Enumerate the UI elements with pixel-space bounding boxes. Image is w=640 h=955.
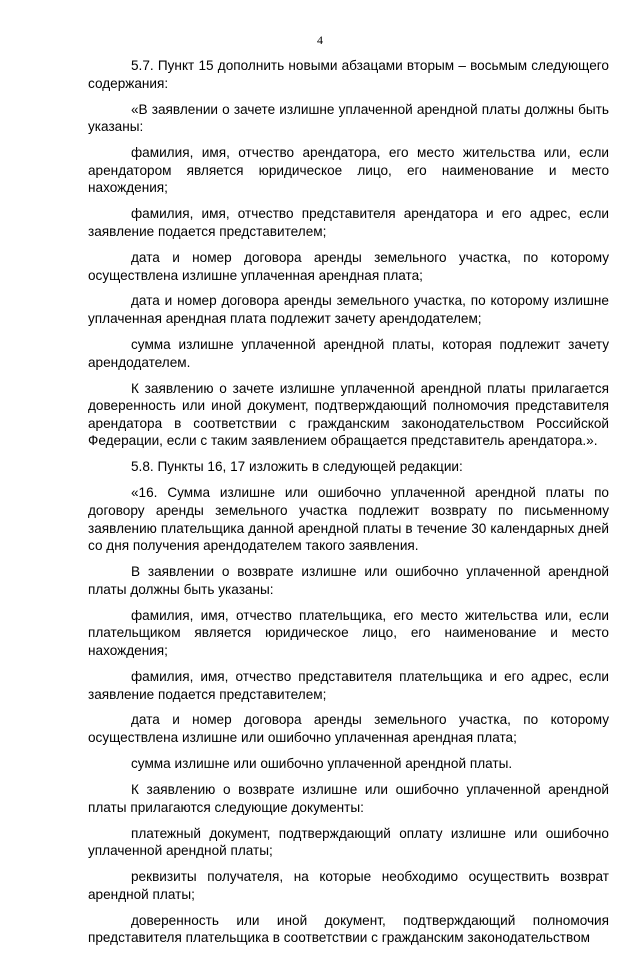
paragraph-offset-tenant-name: фамилия, имя, отчество арендатора, его место жительства или, если арендатором является юридическое лицо, его наименование и место нахождения;: [88, 145, 609, 196]
paragraph-refund-payer-name: фамилия, имя, отчество плательщика, его место жительства или, если плательщиком является юридическое лицо, его наименование и место нахождения;: [88, 607, 609, 658]
page-number: 4: [317, 33, 323, 47]
paragraph-5-8-intro: 5.8. Пункты 16, 17 изложить в следующей редакции:: [131, 459, 463, 475]
paragraph-item-16: «16. Сумма излишне или ошибочно уплаченной арендной платы по договору аренды земельного участка подлежит возврату по письменному заявлению плательщика данной арендной платы в течение 30 календарных дней со дня получения арендодателем такого заявления.: [88, 485, 609, 554]
paragraph-offset-application-header: «В заявлении о зачете излишне уплаченной арендной платы должны быть указаны:: [88, 101, 609, 135]
paragraph-refund-representative: фамилия, имя, отчество представителя плательщика и его адрес, если заявление подается представителем;: [88, 668, 609, 702]
paragraph-refund-recipient-details: реквизиты получателя, на которые необходимо осуществить возврат арендной платы;: [88, 869, 609, 902]
paragraph-offset-attachments: К заявлению о зачете излишне уплаченной арендной платы прилагается доверенность или иной документ, подтверждающий полномочия представителя арендатора в соответствии с гражданским законодательством Российской Федерации, если с таким заявлением обращается представитель арендатора.».: [88, 380, 609, 449]
document-body: [88, 57, 609, 955]
paragraph-refund-payment-document: платежный документ, подтверждающий оплату излишне или ошибочно уплаченной арендной платы;: [88, 825, 609, 859]
paragraph-5-7-intro: 5.7. Пункт 15 дополнить новыми абзацами вторым – восьмым следующего содержания:: [88, 58, 609, 91]
paragraph-offset-representative: фамилия, имя, отчество представителя арендатора и его адрес, если заявление подается представителем;: [88, 206, 609, 239]
paragraph-refund-contract: дата и номер договора аренды земельного участка, по которому осуществлена излишне или ошибочно уплаченная арендная плата;: [88, 712, 609, 746]
paragraph-offset-amount: сумма излишне уплаченной арендной платы, которая подлежит зачету арендодателем.: [88, 337, 609, 370]
paragraph-offset-contract-credited: дата и номер договора аренды земельного участка, по которому излишне уплаченная арендная плата подлежит зачету арендодателем;: [88, 293, 609, 327]
paragraph-offset-contract-paid: дата и номер договора аренды земельного участка, по которому осуществлена излишне уплаченная арендная плата;: [88, 249, 609, 283]
paragraph-refund-application-header: В заявлении о возврате излишне или ошибочно уплаченной арендной платы должны быть указаны:: [88, 564, 609, 597]
paragraph-refund-power-of-attorney: доверенность или иной документ, подтверждающий полномочия представителя плательщика в соответствии с гражданским законодательством: [88, 912, 609, 946]
paragraph-refund-attachments-header: К заявлению о возврате излишне или ошибочно уплаченной арендной платы прилагаются следующие документы:: [88, 782, 609, 815]
paragraph-refund-amount: сумма излишне или ошибочно уплаченной арендной платы.: [131, 756, 513, 772]
